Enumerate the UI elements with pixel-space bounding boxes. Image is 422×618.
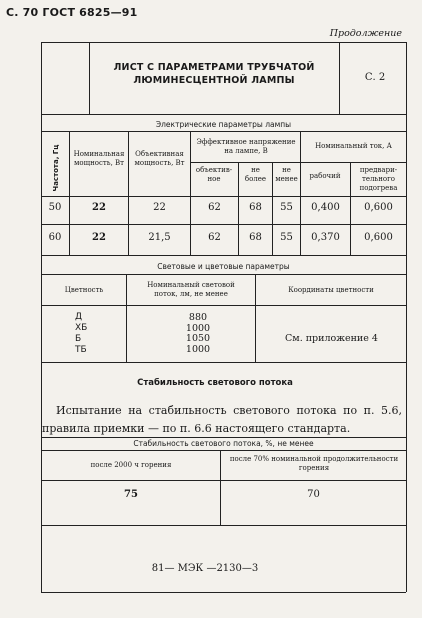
coords-header: Координаты цветности	[288, 286, 374, 294]
voltage-group-header: Эффективное напряжение на лампе, В	[196, 138, 296, 155]
table-cell: 0,600	[364, 232, 393, 243]
flux-header: Номинальный световой поток, лм, не менее	[147, 281, 235, 298]
nominal-power-header: Номинальная мощность, Вт	[73, 150, 125, 167]
current-group-header: Номинальный ток, А	[315, 142, 392, 150]
list-item: 880	[188, 312, 208, 323]
table-cell: 0,600	[364, 202, 393, 213]
current-preheat-header: предвари-тельного подогрева	[359, 166, 398, 192]
list-item: Д	[75, 312, 83, 322]
table-cell: 68	[249, 232, 262, 243]
coords-note: См. приложение 4	[285, 333, 378, 344]
stability-heading: Стабильность светового потока	[137, 378, 293, 388]
table-cell: 60	[48, 232, 62, 243]
light-section-title: Световые и цветовые параметры	[157, 262, 290, 271]
table-cell: 21,5	[148, 232, 171, 243]
table-cell: 0,400	[311, 202, 340, 213]
after-70pct-value: 70	[307, 489, 320, 500]
sheet-number: С. 2	[364, 72, 386, 83]
voltage-objective-header: объектив-ное	[195, 166, 233, 183]
list-item: 1050	[185, 333, 211, 344]
list-item: 1000	[185, 343, 211, 355]
electrical-section-title: Электрические параметры лампы	[155, 120, 292, 129]
color-header: Цветность	[64, 286, 104, 294]
table-cell: 62	[208, 232, 221, 243]
table-cell: 0,370	[311, 232, 340, 243]
voltage-min-header: не менее	[275, 166, 298, 183]
list-item: ТБ	[75, 345, 87, 355]
table-cell: 50	[48, 202, 62, 213]
page-code: С. 70 ГОСТ 6825—91	[6, 6, 138, 19]
objective-power-header: Объективная мощность, Вт	[134, 150, 185, 167]
list-item: 1000	[185, 322, 211, 334]
list-item: Б	[75, 334, 82, 344]
current-working-header: рабочий	[309, 172, 341, 180]
after-2000h-header: после 2000 ч горения	[90, 461, 172, 469]
document-title: ЛИСТ С ПАРАМЕТРАМИ ТРУБЧАТОЙ ЛЮМИНЕСЦЕНТНОЙ ЛАМПЫ	[113, 62, 315, 86]
footer-code: 81— МЭК —2130—3	[151, 563, 259, 574]
table-cell: 68	[249, 202, 262, 213]
table-cell: 55	[280, 232, 293, 243]
list-item: ХБ	[75, 323, 88, 333]
continuation-label: Продолжение	[329, 28, 402, 39]
table-cell: 22	[92, 232, 106, 243]
after-70pct-header: после 70% номинальной продолжительности горения	[229, 455, 399, 472]
voltage-max-header: не более	[244, 166, 267, 183]
after-2000h-value: 75	[124, 489, 138, 500]
table-cell: 22	[153, 202, 166, 213]
table-cell: 55	[280, 202, 293, 213]
color-list	[75, 312, 87, 356]
table-cell: 22	[92, 202, 106, 213]
flux-list	[173, 313, 223, 355]
stability-paragraph: Испытание на стабильность светового потока по п. 5.6, правила приемки — по п. 6.6 настоящего стандарта.	[42, 404, 402, 435]
table-cell: 62	[208, 202, 221, 213]
stability-table-title: Стабильность светового потока, %, не менее	[133, 439, 314, 448]
frequency-header: Частота, Гц	[52, 144, 60, 192]
